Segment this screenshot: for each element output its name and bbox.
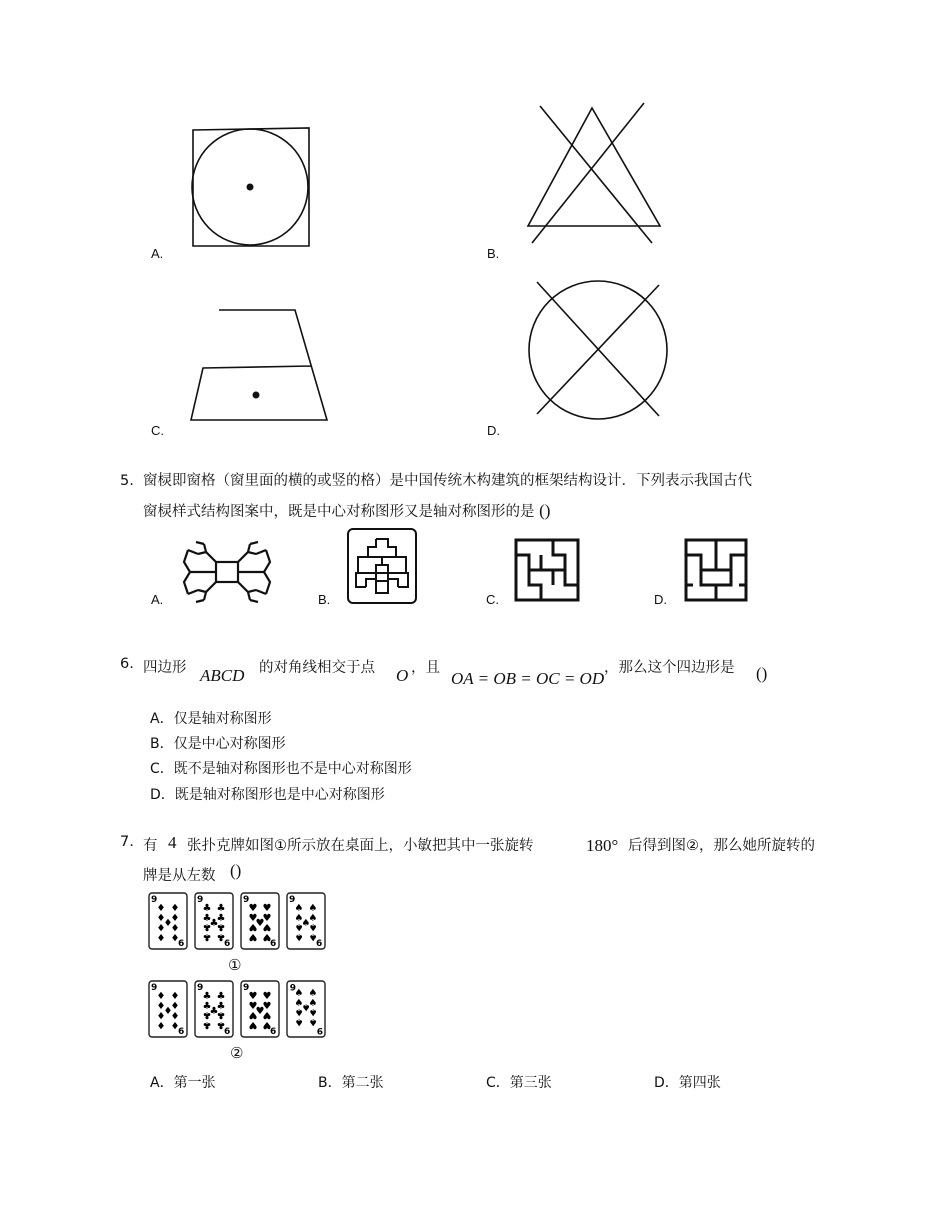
fig1-card-2-pip: ♣ [209, 918, 219, 929]
q7-choice-b[interactable] [318, 1072, 384, 1092]
fig1-card-3-rank-bottom: 6 [270, 939, 277, 949]
fig1-card-1-pip: ♦ [163, 918, 173, 929]
fig1-card-1-pip: ♦ [170, 913, 180, 924]
fig1-card-1-rank-bottom: 6 [178, 939, 185, 949]
q6-math-abcd: ABCD [200, 666, 245, 685]
fig1-card-4-pip: ♠ [294, 921, 304, 932]
fig1-card-2-pip: ♣ [202, 921, 212, 932]
fig2-card-1 [148, 980, 188, 1038]
fig1-card-3 [240, 892, 280, 950]
fig2-card-3-pip: ♥ [248, 1001, 258, 1012]
fig1-card-4-pip: ♠ [308, 913, 318, 924]
fig2-card-4-pip: ♠ [294, 998, 304, 1009]
fig2-card-1-pip: ♦ [170, 1009, 180, 1020]
fig1-card-3-rank: 9 [243, 895, 250, 905]
fig1-card-3-pip: ♥ [262, 903, 272, 914]
lattice-pattern-b-icon [346, 527, 418, 605]
fig2-card-1-rank: 9 [151, 983, 158, 993]
q6-answer-paren: () [756, 664, 768, 683]
fig2-card-3-rank: 9 [243, 983, 250, 993]
q7-choice-a-letter: A． [150, 1075, 174, 1091]
q7-choice-b-text: 第二张 [341, 1075, 384, 1091]
fig2-card-2-pip: ♣ [216, 1009, 226, 1020]
q7-num-4: 4 [168, 833, 177, 852]
fig1-card-4-rank-bottom: 6 [316, 939, 323, 949]
fig1-card-3-pip: ♥ [262, 921, 272, 932]
q6-text-2: 的对角线相交于点 [259, 660, 375, 676]
fig1-card-1-pip: ♦ [170, 921, 180, 932]
fig1-card-2-rank-bottom: 6 [224, 939, 231, 949]
fig2-card-2-pip: ♣ [216, 991, 226, 1002]
fig1-card-2-pip: ♣ [202, 931, 212, 942]
q6-choice-d-text: 既是轴对称图形也是中心对称图形 [174, 787, 385, 803]
q6-choice-a-letter: A． [150, 711, 174, 727]
fig2-card-2-pip: ♣ [209, 1006, 219, 1017]
fig1-card-4 [286, 892, 326, 950]
fig2-card-4-pip: ♠ [308, 1016, 318, 1027]
q7-num-180: 180° [586, 836, 619, 855]
q6-math-o: O [396, 666, 409, 685]
fig2-card-4-pip: ♠ [294, 1006, 304, 1017]
fig1-card-3-pip: ♥ [248, 921, 258, 932]
q5-text-line1: 窗棂即窗格（窗里面的横的或竖的格）是中国传统木构建筑的框架结构设计．下列表示我国古代 [143, 473, 752, 489]
fig2-card-4-pip: ♠ [294, 1016, 304, 1027]
fig1-card-1-pip: ♦ [170, 931, 180, 942]
fig2-card-2-rank-bottom: 6 [224, 1027, 231, 1037]
q5-text-line2: 窗棂样式结构图案中，既是中心对称图形又是轴对称图形的是 [143, 504, 535, 520]
fig1-card-1 [148, 892, 188, 950]
fig2-card-1-pip: ♦ [170, 1019, 180, 1030]
q5-number: 5. [120, 473, 134, 489]
fig2-card-4-rank: 9 [316, 1025, 323, 1035]
fig1-card-2-pip: ♣ [216, 913, 226, 924]
q6-choice-c-letter: C． [150, 761, 174, 777]
fig1-card-3-pip: ♥ [248, 913, 258, 924]
fig1-card-4-pip: ♠ [294, 903, 304, 914]
fig1-card-2-pip: ♣ [202, 903, 212, 914]
q7-text-1: 有 [143, 838, 158, 854]
fig2-card-1-pip: ♦ [170, 991, 180, 1002]
figure-2-label: ② [230, 1044, 244, 1062]
q6-math-equation: OA = OB = OC = OD [451, 669, 605, 688]
square-with-inscribed-circle-icon [185, 122, 315, 252]
fig2-card-3-pip: ♥ [255, 1006, 265, 1017]
q4-option-c-label: C. [151, 423, 164, 438]
fig1-card-1-pip: ♦ [170, 903, 180, 914]
q6-choice-c-text: 既不是轴对称图形也不是中心对称图形 [173, 761, 412, 777]
fig1-card-1-rank: 9 [151, 895, 158, 905]
lattice-pattern-c-icon [513, 537, 581, 603]
q7-answer-paren: () [230, 861, 242, 880]
fig1-card-3-pip: ♥ [255, 918, 265, 929]
fig2-card-4 [286, 980, 326, 1038]
fig2-card-1-pip: ♦ [156, 1019, 166, 1030]
q5-option-d-label: D. [654, 592, 667, 607]
q6-text-4: ，那么这个四边形是 [604, 660, 735, 676]
q5-option-c-label: C. [486, 592, 499, 607]
card-figure-1 [148, 892, 333, 976]
fig1-card-4-pip: ♠ [294, 931, 304, 942]
fig2-card-3-pip: ♥ [248, 1009, 258, 1020]
fig2-card-3-pip: ♥ [248, 1019, 258, 1030]
q7-choice-a-text: 第一张 [173, 1075, 216, 1091]
fig2-card-4-rank-bottom: 6 [289, 981, 296, 991]
fig2-card-1-pip: ♦ [156, 1001, 166, 1012]
fig1-card-2-pip: ♣ [216, 921, 226, 932]
q6-text-3: ，且 [411, 660, 440, 676]
q6-choice-a-text: 仅是轴对称图形 [173, 711, 272, 727]
fig1-card-4-pip: ♠ [308, 931, 318, 942]
q7-text-line2: 牌是从左数 [143, 868, 216, 884]
fig2-card-3-pip: ♥ [262, 1009, 272, 1020]
fig2-card-4-pip: ♠ [294, 988, 304, 999]
fig2-card-4-pip: ♠ [301, 1001, 311, 1012]
fig2-card-1-rank-bottom: 6 [178, 1027, 185, 1037]
fig1-card-2 [194, 892, 234, 950]
fig2-card-2-pip: ♣ [216, 1019, 226, 1030]
fig2-card-3-pip: ♥ [262, 1001, 272, 1012]
fig1-card-2-rank: 9 [197, 895, 204, 905]
q7-choice-c-text: 第三张 [509, 1075, 552, 1091]
q7-choice-c-letter: C． [486, 1075, 510, 1091]
fig1-card-4-pip: ♠ [301, 918, 311, 929]
fig2-card-1-pip: ♦ [156, 991, 166, 1002]
lattice-pattern-a-icon [180, 540, 275, 605]
q7-choice-d-letter: D． [654, 1075, 679, 1091]
fig2-card-1-pip: ♦ [170, 1001, 180, 1012]
fig1-card-3-pip: ♥ [248, 903, 258, 914]
fig1-card-3-pip: ♥ [262, 913, 272, 924]
fig2-card-4-pip: ♠ [308, 1006, 318, 1017]
fig2-card-1-pip: ♦ [156, 1009, 166, 1020]
q6-choice-a[interactable] [150, 708, 272, 728]
q6-choice-b-text: 仅是中心对称图形 [173, 736, 286, 752]
fig1-card-4-pip: ♠ [308, 921, 318, 932]
fig1-card-3-pip: ♥ [248, 931, 258, 942]
q6-stem [120, 656, 850, 696]
q6-choice-d-letter: D． [150, 787, 175, 803]
fig1-card-2-pip: ♣ [216, 931, 226, 942]
fig2-card-4-pip: ♠ [308, 998, 318, 1009]
fig1-card-3-pip: ♥ [262, 931, 272, 942]
q7-choice-d[interactable] [654, 1072, 721, 1092]
q5-option-a-label: A. [151, 592, 164, 607]
fig2-card-2-pip: ♣ [202, 1019, 212, 1030]
fig2-card-3-pip: ♥ [248, 991, 258, 1002]
fig2-card-2-pip: ♣ [202, 1001, 212, 1012]
q6-choice-b-letter: B． [150, 736, 174, 752]
triangle-crossed-lines-icon [520, 100, 665, 250]
q4-option-d-label: D. [487, 423, 500, 438]
q6-choice-d[interactable] [150, 784, 385, 804]
q6-number: 6. [120, 656, 134, 672]
q5-stem [120, 466, 850, 527]
q7-choice-a[interactable] [150, 1072, 216, 1092]
fig1-card-2-pip: ♣ [202, 913, 212, 924]
q5-option-b-label: B. [318, 592, 331, 607]
q6-text-1: 四边形 [143, 660, 187, 676]
q7-choice-d-text: 第四张 [678, 1075, 721, 1091]
fig1-card-4-rank: 9 [289, 895, 296, 905]
circle-with-x-icon [525, 280, 675, 420]
fig2-card-3-rank-bottom: 6 [270, 1027, 277, 1037]
fig2-card-3-pip: ♥ [262, 991, 272, 1002]
q4-option-a-label: A. [151, 246, 164, 261]
q6-choice-b[interactable] [150, 733, 286, 753]
fig1-card-4-pip: ♠ [294, 913, 304, 924]
q7-number: 7. [120, 834, 134, 850]
trapezoid-shape-icon [185, 305, 335, 425]
q7-text-2: 张扑克牌如图①所示放在桌面上，小敏把其中一张旋转 [187, 838, 534, 854]
fig2-card-4-pip: ♠ [308, 988, 318, 999]
figure-1-label: ① [228, 956, 242, 974]
fig1-card-2-pip: ♣ [216, 903, 226, 914]
fig2-card-1-pip: ♦ [163, 1006, 173, 1017]
fig2-card-3 [240, 980, 280, 1038]
fig1-card-1-pip: ♦ [156, 931, 166, 942]
fig2-card-2-pip: ♣ [202, 991, 212, 1002]
lattice-pattern-d-icon [683, 537, 749, 603]
q5-answer-paren: () [539, 501, 551, 520]
q6-choice-c[interactable] [150, 758, 412, 778]
fig2-card-3-pip: ♥ [262, 1019, 272, 1030]
q7-text-3: 后得到图②，那么她所旋转的 [628, 838, 815, 854]
fig2-card-2-rank: 9 [197, 983, 204, 993]
q7-choice-b-letter: B． [318, 1075, 342, 1091]
fig1-card-1-pip: ♦ [156, 921, 166, 932]
fig2-card-2-pip: ♣ [202, 1009, 212, 1020]
card-figure-2 [148, 980, 333, 1064]
q7-choice-c[interactable] [486, 1072, 552, 1092]
fig1-card-4-pip: ♠ [308, 903, 318, 914]
fig2-card-2 [194, 980, 234, 1038]
q4-option-b-label: B. [487, 246, 500, 261]
fig1-card-1-pip: ♦ [156, 913, 166, 924]
fig2-card-2-pip: ♣ [216, 1001, 226, 1012]
q7-stem [120, 830, 850, 890]
fig1-card-1-pip: ♦ [156, 903, 166, 914]
